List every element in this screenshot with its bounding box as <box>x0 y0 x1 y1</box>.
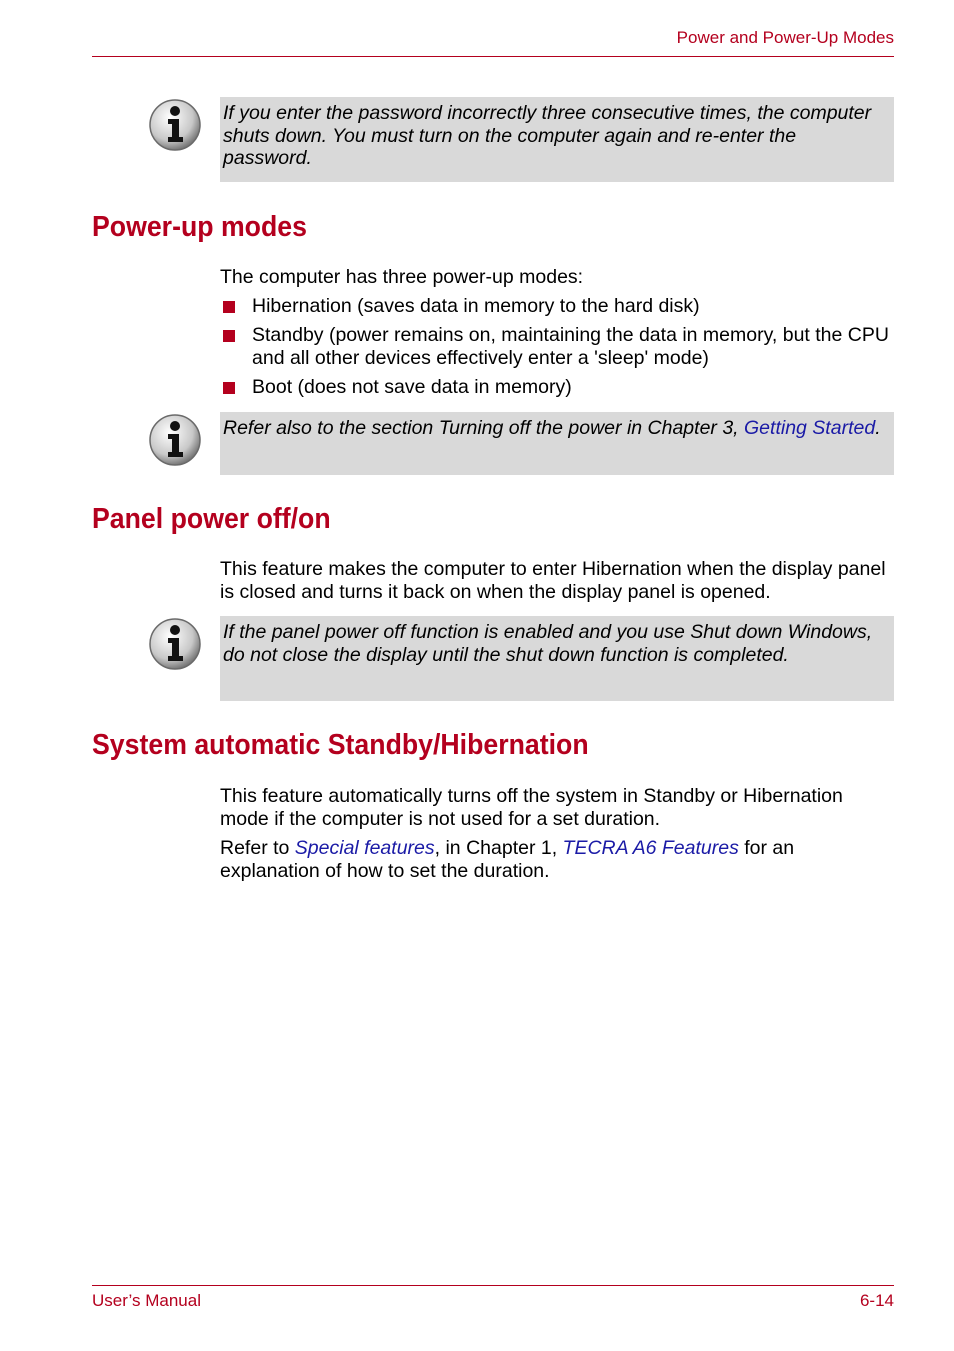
note-password <box>220 97 894 182</box>
link-getting-started[interactable]: Getting Started <box>744 417 876 439</box>
power-up-intro: The computer has three power-up modes: <box>220 266 584 288</box>
heading-power-up-modes: Power-up modes <box>92 211 307 243</box>
refer-text-a: Refer to <box>220 837 295 859</box>
bullet-square-icon <box>223 330 235 342</box>
list-item-text: Hibernation (saves data in memory to the hard disk) <box>252 295 700 317</box>
link-tecra-a6-features[interactable]: TECRA A6 Features <box>562 837 739 859</box>
refer-text-b: , in Chapter 1, <box>434 837 563 859</box>
system-standby-refer <box>220 837 894 883</box>
refer-text-c: for an explanation of how to set the duration. <box>220 837 795 882</box>
list-item-text: Standby (power remains on, maintaining the data in memory, but the CPU and all other devices effectively enter a 'sleep' mode) <box>252 324 889 369</box>
info-icon <box>148 413 202 467</box>
list-item <box>220 295 894 318</box>
link-special-features[interactable]: Special features <box>294 837 435 859</box>
footer-manual-title: User’s Manual <box>92 1291 201 1310</box>
heading-panel-power: Panel power off/on <box>92 503 331 535</box>
note-turning-off-end: . <box>875 417 881 439</box>
note-password-text: If you enter the password incorrectly three consecutive times, the computer shuts down. You must turn on the computer again and re-enter the password. <box>223 102 872 170</box>
info-icon <box>148 617 202 671</box>
footer-page-number: 6-14 <box>859 1291 894 1310</box>
heading-system-standby: System automatic Standby/Hibernation <box>92 729 589 761</box>
list-item <box>220 376 894 399</box>
header-rule <box>92 56 894 57</box>
bullet-square-icon <box>223 301 235 313</box>
list-item <box>220 324 894 370</box>
power-up-modes-list <box>220 295 894 399</box>
bullet-square-icon <box>223 382 235 394</box>
footer-rule <box>92 1285 894 1286</box>
note-turning-off-text: Refer also to the section Turning off the power in Chapter 3, <box>223 417 745 439</box>
header-title: Power and Power-Up Modes <box>676 28 894 47</box>
panel-power-para: This feature makes the computer to enter Hibernation when the display panel is closed and turns it back on when the display panel is opened. <box>220 558 886 603</box>
note-turning-off <box>220 412 894 475</box>
system-standby-para: This feature automatically turns off the system in Standby or Hibernation mode if the computer is not used for a set duration. <box>220 785 843 830</box>
note-panel-power <box>220 616 894 701</box>
info-icon <box>148 98 202 152</box>
list-item-text: Boot (does not save data in memory) <box>252 376 572 398</box>
note-panel-power-text: If the panel power off function is enabled and you use Shut down Windows, do not close the display until the shut down function is completed. <box>223 621 873 666</box>
